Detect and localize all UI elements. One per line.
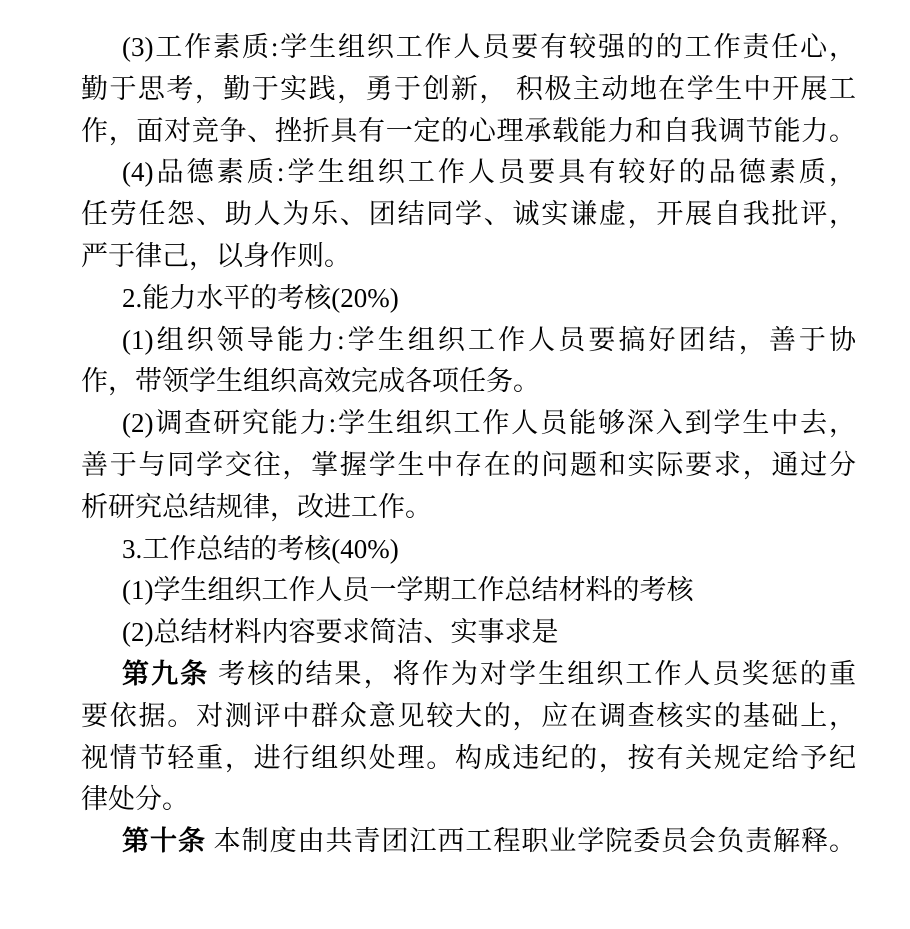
doc-line <box>81 654 856 696</box>
line-text: (1)组织领导能力:学生组织工作人员要搞好团结，善于协 <box>122 324 856 355</box>
doc-line <box>81 529 856 571</box>
doc-line <box>81 111 856 153</box>
line-text: 勤于思考，勤于实践，勇于创新， 积极主动地在学生中开展工 <box>81 73 856 104</box>
line-text: 要依据。对测评中群众意见较大的，应在调查核实的基础上， <box>81 700 856 731</box>
doc-line <box>81 738 856 780</box>
doc-line <box>81 445 856 487</box>
doc-line <box>81 27 856 69</box>
line-text: 作，面对竞争、挫折具有一定的心理承载能力和自我调节能力。 <box>81 115 856 146</box>
doc-line <box>81 278 856 320</box>
doc-line <box>81 487 856 529</box>
article-number: 第九条 <box>122 658 210 689</box>
doc-line <box>81 69 856 111</box>
doc-line <box>81 236 856 278</box>
doc-line <box>81 361 856 403</box>
doc-line <box>81 152 856 194</box>
line-text: 2.能力水平的考核(20%) <box>122 282 399 313</box>
doc-line <box>81 194 856 236</box>
line-text: (4)品德素质:学生组织工作人员要具有较好的品德素质， <box>122 157 856 188</box>
doc-line <box>81 403 856 445</box>
article-number: 第十条 <box>122 826 206 857</box>
doc-line <box>81 821 856 863</box>
line-text: 律处分。 <box>81 784 189 815</box>
line-text: 任劳任怨、助人为乐、团结同学、诚实谦虚，开展自我批评， <box>81 199 856 230</box>
document-page <box>81 27 856 863</box>
line-text: 作，带领学生组织高效完成各项任务。 <box>81 366 540 397</box>
doc-line <box>81 320 856 362</box>
line-text: (2)总结材料内容要求简洁、实事求是 <box>122 617 559 648</box>
line-text: 善于与同学交往，掌握学生中存在的问题和实际要求，通过分 <box>81 449 856 480</box>
doc-line <box>81 779 856 821</box>
line-text: 3.工作总结的考核(40%) <box>122 533 399 564</box>
line-text: (3)工作素质:学生组织工作人员要有较强的的工作责任心， <box>122 32 856 62</box>
line-text: 严于律己，以身作则。 <box>81 240 351 271</box>
line-text: 本制度由共青团江西工程职业学院委员会负责解释。 <box>205 826 856 857</box>
line-text: (1)学生组织工作人员一学期工作总结材料的考核 <box>122 575 694 606</box>
line-text: 考核的结果，将作为对学生组织工作人员奖惩的重 <box>209 658 856 689</box>
doc-line <box>81 696 856 738</box>
line-text: 视情节轻重，进行组织处理。构成违纪的，按有关规定给予纪 <box>81 742 856 773</box>
line-text: 析研究总结规律，改进工作。 <box>81 491 432 522</box>
line-text: (2)调查研究能力:学生组织工作人员能够深入到学生中去， <box>122 408 856 439</box>
doc-line <box>81 612 856 654</box>
doc-line <box>81 570 856 612</box>
